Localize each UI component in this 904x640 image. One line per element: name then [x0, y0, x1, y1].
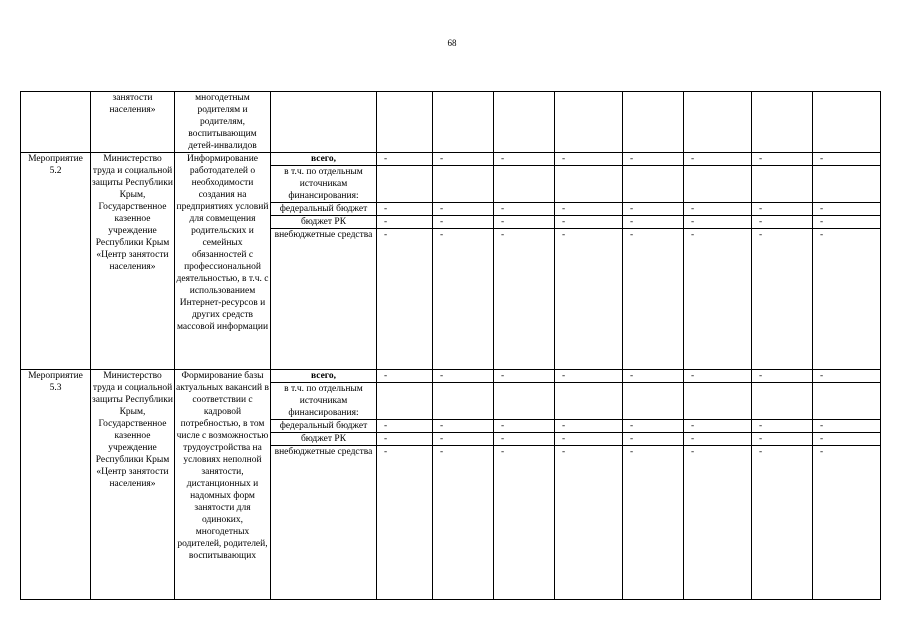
value-cell: - — [555, 370, 623, 383]
value-cell: - — [684, 370, 752, 383]
value-cell: - — [752, 229, 813, 370]
value-cell: - — [494, 229, 555, 370]
value-cell: - — [433, 370, 494, 383]
value-cell: - — [377, 216, 433, 229]
value-cell: - — [377, 229, 433, 370]
value-cell: - — [752, 370, 813, 383]
funding-federal-label: федеральный бюджет — [271, 420, 377, 433]
value-cell: - — [623, 216, 684, 229]
value-cell: - — [377, 446, 433, 600]
value-cell: - — [752, 446, 813, 600]
value-cell: - — [623, 433, 684, 446]
value-cell: - — [813, 370, 881, 383]
value-cell: - — [494, 153, 555, 166]
funding-incl-label: в т.ч. по отдельным источникам финансирования: — [271, 383, 377, 420]
value-cell: - — [813, 203, 881, 216]
value-cell: - — [555, 203, 623, 216]
funding-federal-label: федеральный бюджет — [271, 203, 377, 216]
value-cell: - — [494, 216, 555, 229]
value-cell: - — [684, 229, 752, 370]
table-row — [21, 370, 881, 383]
value-cell: - — [555, 216, 623, 229]
value-cell: - — [684, 153, 752, 166]
measure-content: Информирование работодателей о необходимости создания на предприятиях условий для совмещения родительских и семейных обязанностей с профессиональной деятельностью, в т.ч. с использованием Интернет-ресурсов и других средств массовой информации — [175, 153, 271, 370]
value-cell: - — [433, 446, 494, 600]
value-cell: - — [555, 420, 623, 433]
cell-executor: занятости населения» — [91, 92, 175, 153]
value-cell: - — [377, 370, 433, 383]
value-cell: - — [494, 420, 555, 433]
value-cell: - — [494, 370, 555, 383]
value-cell: - — [752, 216, 813, 229]
value-cell: - — [752, 153, 813, 166]
value-cell: - — [377, 420, 433, 433]
value-cell: - — [433, 420, 494, 433]
funding-rk-label: бюджет РК — [271, 216, 377, 229]
value-cell: - — [433, 229, 494, 370]
value-cell: - — [813, 153, 881, 166]
cell-name — [21, 92, 91, 153]
value-cell: - — [494, 446, 555, 600]
value-cell: - — [752, 433, 813, 446]
funding-incl-label: в т.ч. по отдельным источникам финансирования: — [271, 166, 377, 203]
value-cell: - — [494, 203, 555, 216]
funding-table — [20, 91, 881, 600]
value-cell: - — [684, 433, 752, 446]
value-cell: - — [494, 433, 555, 446]
value-cell: - — [684, 420, 752, 433]
measure-executor: Министерство труда и социальной защиты Республики Крым, Государственное казенное учреждение Республики Крым «Центр занятости населения» — [91, 153, 175, 370]
value-cell: - — [623, 446, 684, 600]
value-cell: - — [555, 433, 623, 446]
value-cell: - — [555, 153, 623, 166]
value-cell: - — [752, 420, 813, 433]
value-cell: - — [377, 433, 433, 446]
value-cell: - — [752, 203, 813, 216]
value-cell: - — [813, 216, 881, 229]
value-cell: - — [433, 153, 494, 166]
value-cell: - — [623, 370, 684, 383]
page-number: 68 — [447, 38, 457, 48]
funding-total-label: всего, — [271, 153, 377, 166]
value-cell: - — [433, 203, 494, 216]
value-cell: - — [623, 153, 684, 166]
value-cell: - — [377, 203, 433, 216]
value-cell: - — [623, 229, 684, 370]
value-cell: - — [555, 446, 623, 600]
funding-offbudget-label: внебюджетные средства — [271, 229, 377, 370]
value-cell: - — [623, 203, 684, 216]
measure-content: Формирование базы актуальных вакансий в соответствии с кадровой потребностью, в том числе с возможностью трудоустройства на условиях неполной занятости, дистанционных и надомных форм занятости для одиноких, многодетных родителей, родителей, воспитывающих — [175, 370, 271, 600]
value-cell: - — [684, 216, 752, 229]
table-row — [21, 153, 881, 166]
value-cell: - — [813, 446, 881, 600]
value-cell: - — [555, 229, 623, 370]
value-cell: - — [433, 216, 494, 229]
value-cell: - — [684, 203, 752, 216]
funding-offbudget-label: внебюджетные средства — [271, 446, 377, 600]
value-cell: - — [813, 433, 881, 446]
value-cell: - — [433, 433, 494, 446]
table-row-continuation — [21, 92, 881, 153]
measure-name: Мероприятие 5.3 — [21, 370, 91, 600]
measure-executor: Министерство труда и социальной защиты Республики Крым, Государственное казенное учреждение Республики Крым «Центр занятости населения» — [91, 370, 175, 600]
value-cell: - — [377, 153, 433, 166]
measure-name: Мероприятие 5.2 — [21, 153, 91, 370]
funding-rk-label: бюджет РК — [271, 433, 377, 446]
value-cell: - — [813, 420, 881, 433]
funding-total-label: всего, — [271, 370, 377, 383]
value-cell: - — [684, 446, 752, 600]
value-cell: - — [623, 420, 684, 433]
cell-content: многодетным родителям и родителям, воспитывающим детей-инвалидов — [175, 92, 271, 153]
value-cell: - — [813, 229, 881, 370]
